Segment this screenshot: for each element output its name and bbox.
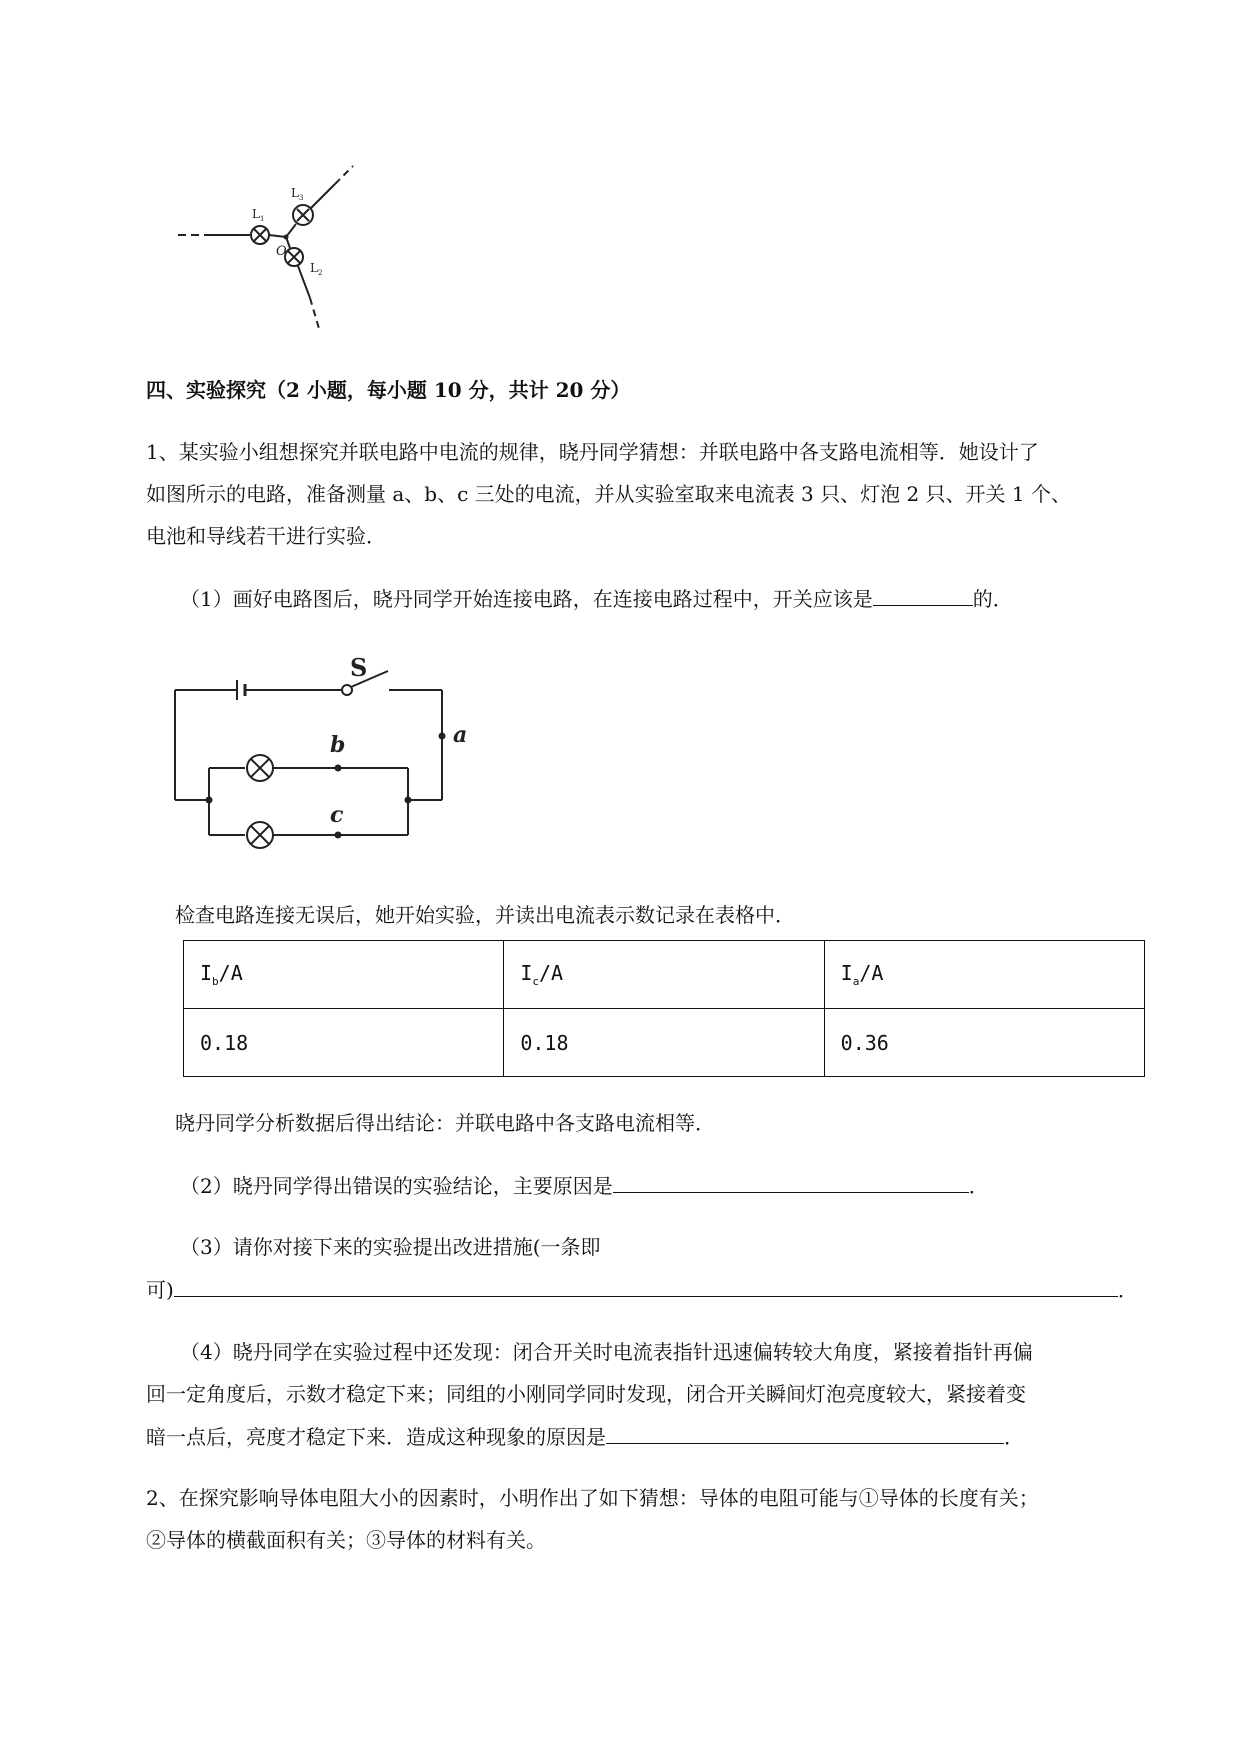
label-o: O [276, 244, 287, 259]
q2-line-1: 2、在探究影响导体电阻大小的因素时，小明作出了如下猜想：导体的电阻可能与①导体的长度有关； [146, 1486, 1039, 1510]
q1-check-text: 检查电路连接无误后，她开始实验，并读出电流表示数记录在表格中． [175, 903, 795, 927]
table-row [184, 1009, 1145, 1077]
q1-part4-line-3 [146, 1421, 1024, 1452]
q1-part3-end: ． [1117, 1278, 1138, 1302]
node-right [405, 797, 412, 804]
lamp-junction-diagram [170, 160, 370, 335]
label-a: a [453, 722, 468, 748]
answer-blank-2[interactable] [613, 1170, 969, 1193]
q1-intro-line-1: 1、某实验小组想探究并联电路中电流的规律，晓丹同学猜想：并联电路中各支路电流相等．她设计了 [146, 440, 1039, 464]
q1-part1 [180, 583, 1013, 614]
junction-point-o [284, 235, 289, 240]
label-b: b [330, 732, 346, 758]
header-ia: $I_a/A$ [824, 941, 1144, 1009]
value-ic: 0.18 [504, 1009, 824, 1077]
q1-conclusion: 晓丹同学分析数据后得出结论：并联电路中各支路电流相等． [175, 1111, 715, 1135]
q1-part2-end: ． [968, 1174, 989, 1198]
label-l1: $L_1$ [252, 207, 265, 223]
label-l2: $L_2$ [310, 261, 323, 277]
section-heading: 四、实验探究（2 小题，每小题 10 分，共计 20 分） [146, 378, 631, 402]
current-table [183, 940, 1145, 1077]
q2-line-2: ②导体的横截面积有关；③导体的材料有关。 [146, 1528, 546, 1552]
q1-part2 [180, 1170, 989, 1201]
value-ib: 0.18 [184, 1009, 504, 1077]
switch-pivot [342, 685, 352, 695]
label-c: c [330, 802, 344, 828]
q1-intro-line-3: 电池和导线若干进行实验． [146, 524, 386, 548]
point-c [335, 832, 342, 839]
point-a [439, 733, 446, 740]
table-header-row [184, 941, 1145, 1009]
node-left [206, 797, 213, 804]
q1-part1-text: （1）画好电路图后，晓丹同学开始连接电路，在连接电路过程中，开关应该是 [180, 587, 873, 611]
q1-part3-line-1: （3）请你对接下来的实验提出改进措施(一条即 [180, 1235, 601, 1259]
label-l3: $L_3$ [291, 186, 304, 202]
q1-part4-text: 暗一点后，亮度才稳定下来．造成这种现象的原因是 [146, 1425, 606, 1449]
parallel-circuit-diagram [165, 650, 485, 865]
header-ib: $I_b/A$ [184, 941, 504, 1009]
q1-part3-text: 可) [146, 1278, 174, 1302]
q1-part2-text: （2）晓丹同学得出错误的实验结论，主要原因是 [180, 1174, 613, 1198]
q1-part4-line-1: （4）晓丹同学在实验过程中还发现：闭合开关时电流表指针迅速偏转较大角度，紧接着指针再偏 [180, 1340, 1033, 1364]
label-s: S [350, 653, 368, 682]
answer-blank-4[interactable] [606, 1421, 1004, 1444]
q1-intro-line-2: 如图所示的电路，准备测量 a、b、c 三处的电流，并从实验室取来电流表 3 只、灯泡 2 只、开关 1 个、 [146, 482, 1071, 506]
q1-part3-line-2 [146, 1274, 1138, 1305]
q1-part4-end: ． [1004, 1425, 1024, 1449]
point-b [335, 765, 342, 772]
value-ia: 0.36 [824, 1009, 1144, 1077]
answer-blank-1[interactable] [873, 583, 973, 606]
answer-blank-3[interactable] [174, 1274, 1118, 1297]
q1-part4-line-2: 回一定角度后，示数才稳定下来；同组的小刚同学同时发现，闭合开关瞬间灯泡亮度较大，紧接着变 [146, 1382, 1026, 1406]
q1-part1-end: 的． [972, 587, 1013, 611]
header-ic: $I_c/A$ [504, 941, 824, 1009]
